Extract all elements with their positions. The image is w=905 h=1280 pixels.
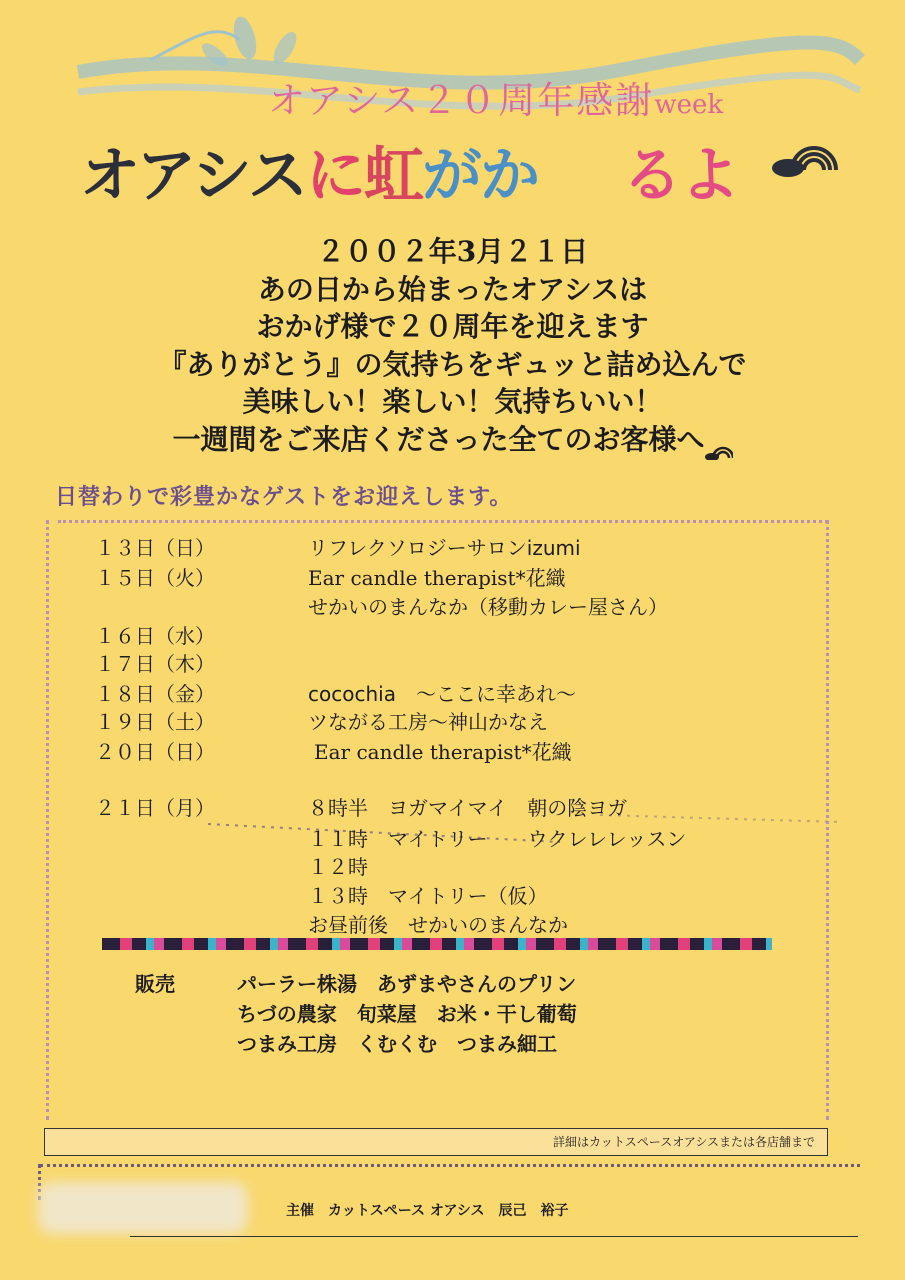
- schedule-event: １３時 マイトリー（仮）: [308, 884, 548, 908]
- title-part-4: が: [422, 141, 480, 211]
- intro-line: ２００２年3月２１日: [316, 235, 589, 268]
- info-box: [44, 1128, 828, 1156]
- schedule-day: ２１日（月）: [95, 796, 215, 820]
- schedule-event: Ear candle therapist*花織: [308, 566, 566, 590]
- schedule-day: １５日（火）: [95, 566, 215, 590]
- sales-item: パーラー株湯 あずまやさんのプリン: [237, 972, 577, 996]
- schedule-day: １３日（日）: [95, 536, 215, 560]
- blurred-logo-area: [38, 1182, 248, 1234]
- schedule-day: ２０日（日）: [95, 740, 215, 764]
- schedule-event: cocochia ～ここに幸あれ～: [308, 682, 576, 706]
- subtitle-text: オアシス２０周年感謝: [268, 79, 655, 122]
- title-part-6: るよ: [622, 141, 738, 211]
- title-part-2: に: [306, 141, 364, 211]
- schedule-event: ８時半 ヨガマイマイ 朝の陰ヨガ: [308, 796, 628, 820]
- intro-line: あの日から始まったオアシスは: [257, 272, 648, 306]
- schedule-day: １９日（土）: [95, 710, 215, 734]
- info-text: 詳細はカットスペースオアシスまたは各店舗まで: [553, 1135, 815, 1149]
- title-part-3: 虹: [364, 141, 422, 211]
- intro-line-text: 一週間をご来店くださった全てのお客様へ: [172, 422, 705, 456]
- schedule-event: せかいのまんなか（移動カレー屋さん）: [308, 595, 668, 619]
- title-part-1: オアシス: [80, 141, 306, 211]
- footer-dotted-divider: [40, 1164, 860, 1167]
- schedule-event: ツながる工房～神山かなえ: [308, 710, 548, 734]
- schedule-event: １１時 マイトリー ウクレレレッスン: [308, 827, 687, 851]
- schedule-day: １６日（水）: [95, 624, 215, 648]
- sales-item: つまみ工房 くむくむ つまみ細工: [237, 1032, 557, 1056]
- schedule-event: リフレクソロジーサロンizumi: [308, 536, 581, 560]
- schedule-event: Ear candle therapist*花織: [314, 740, 572, 764]
- schedule-day: １７日（木）: [95, 652, 215, 676]
- schedule-event: １２時: [308, 855, 368, 879]
- guest-heading: 日替わりで彩豊かなゲストをお迎えします。: [55, 485, 513, 510]
- footer-underline: [130, 1236, 858, 1237]
- sales-label: 販売: [135, 972, 175, 996]
- schedule-event: お昼前後 せかいのまんなか: [308, 913, 568, 937]
- sales-item: ちづの農家 旬菜屋 お米・干し葡萄: [237, 1002, 577, 1026]
- intro-line: おかげ様で２０周年を迎えます: [256, 310, 649, 343]
- subtitle-week: week: [654, 90, 724, 120]
- organizer-footer: 主催 カットスペース オアシス 辰己 裕子: [286, 1203, 569, 1219]
- title-part-5: か: [480, 141, 538, 211]
- intro-line: 美味しい！楽しい！気持ちいい！: [242, 385, 663, 418]
- schedule-day: １８日（金）: [95, 682, 215, 706]
- intro-line: 『ありがとう』の気持ちをギュッと詰め込んで: [158, 347, 747, 381]
